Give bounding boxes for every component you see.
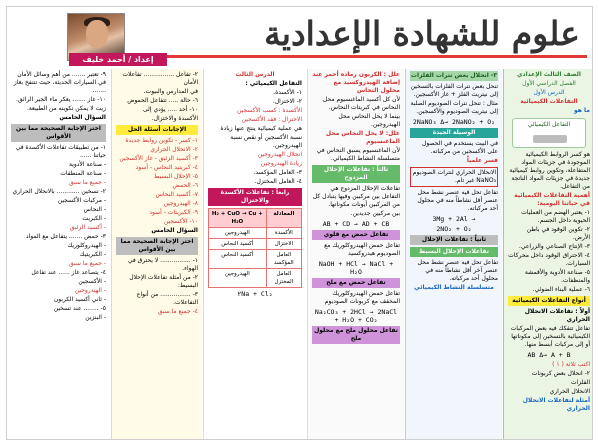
col5-line: ٢- تفاعل ................ تفاعلات الأمان (122, 71, 198, 86)
col5-line: الأكسدة والاختزال. (151, 115, 198, 122)
answer-item: ٢- الانحلال الحراري (150, 146, 198, 153)
column-5 (111, 69, 202, 440)
nitrates-text: تنحل بعض نترات الفلزات بالتسخين إلى نيتريت الفلز + غاز الأكسجين. (410, 83, 498, 98)
question-five-prompt: اختر الإجابة الصحيحة مما بين الأقواس (116, 237, 198, 255)
col4-line: ١- الأكسدة. (273, 89, 302, 96)
mcq-item: ١- من تطبيقات تفاعلات الأكسدة في حياتنا ...... (15, 144, 106, 159)
table-header-cell: المعادلة (266, 209, 301, 228)
oxidation-def: الأكسدة : كسب الأكسجين (237, 107, 302, 114)
lesson-title: التفاعلات الكيميائية (520, 98, 578, 105)
hydrogen-gain: زيادة الهيدروجين (260, 160, 302, 167)
title-underline (167, 55, 587, 58)
answer-item: ٧- أكسيد النحاس (155, 191, 198, 198)
method-text: في البيت يستخدم في الحصول على الأكسجين من مركباته. (422, 140, 498, 155)
col5-line: ٦- حالة ..... تتفاعل الحموض (127, 97, 198, 104)
example-item: ٢- انحلال بعض كربونات (531, 370, 590, 377)
table-row (209, 269, 302, 288)
reduction-def: الاختزال : فقد الأكسجين (241, 116, 302, 123)
question-line: ٤- جميع ما سبق (157, 308, 198, 315)
column-3 (307, 69, 404, 440)
importance-item: ٦- عملية البناء الضوئي. (532, 286, 590, 293)
answer-item: ٤- كبريتيد النحاس - أسود (135, 164, 198, 171)
lesson-label: الدرس الأول (533, 89, 565, 96)
author-face (86, 20, 108, 48)
table-row (209, 250, 302, 269)
acid-base-text: تفاعل حمض الهيدروكلوريك مع الصوديوم هيدروكسيد (324, 242, 400, 257)
mcq-option: - مركبات الأكسجين (57, 197, 106, 204)
grade-label: الصف الثالث الإعدادي (517, 71, 581, 78)
reason-heading-1: علل : الكربون رماده أحمر عند إضافة الهيدروكسيد مع محلول النحاس (312, 71, 400, 94)
column-1 (503, 69, 593, 440)
page-header (7, 7, 592, 69)
double-equation: AB + CD → AD + CB (322, 220, 390, 228)
nitrate-equation: 2NaNO₃ Δ→ 2NaNO₂ + O₂ (412, 118, 496, 126)
col4-line: ٤- العامل المختزل. (254, 178, 302, 185)
acid-base-equation: NaOH + HCl → NaCl + H₂O (318, 260, 394, 276)
mcq-option: - صناعة المنظفات (60, 170, 106, 177)
col4-line: ٣- العامل المؤكسد. (253, 169, 302, 176)
importance-item: ٤- الاحتراق الوقود داخل محركات السيارات. (508, 252, 590, 267)
equation-3: 2NO₂ + O₂ (436, 225, 472, 233)
mcq-option: - الهيدروكلوريك (67, 242, 106, 249)
hydrogen-loss: انحلال الهيدروجين (257, 151, 302, 158)
table-header-cell: H₂ + CuO → Cu + H₂O (209, 209, 267, 228)
col6-intro: زيت لا يمكن تكوينه من الطبيعة. (26, 105, 106, 112)
table-row (209, 239, 302, 250)
col4-line: ٢- الاختزال. (272, 98, 302, 105)
page-title: علوم للشهادة الإعدادية (264, 14, 580, 53)
question-line: ٣- ................ من أنواع التفاعلات. (136, 291, 198, 306)
bottom-equation: ٢Na + Cl₂ (237, 290, 273, 298)
columns (7, 69, 592, 440)
reason-text: لأن كل أكسيد الماغنسيوم محل النحاس في كبريتات النحاس. (322, 96, 400, 111)
mcq-option: - صناعة الأدوية (68, 161, 106, 168)
mcq-option: - الكبريتيك (79, 251, 106, 258)
replacement-text: تفاعل تحل فيه عنصر نشط محل عنصر أقل نشاطاً منه في محلول أحد مركباته. (417, 189, 498, 212)
table-cell: العامل المختزل (266, 269, 301, 288)
question-line: ١- ................ لا يحترق في الهواء. (127, 257, 198, 272)
good-method-badge: الوسيلة الجيدة (410, 128, 498, 138)
mcq-option: - جميع ما سبق (69, 260, 106, 267)
nitrates-header: ٣- انحلال بعض نترات الفلزات (410, 72, 498, 79)
mcq-option: - ثاني أكسيد الكربون (53, 296, 106, 303)
table-row (209, 228, 302, 239)
mcq-option: - البنزين (85, 314, 106, 321)
col6-intro: ١٠- غاز ....... يعكر ماء الجير الرائق. (16, 96, 106, 103)
redox-table (208, 208, 302, 288)
question-five-label: السؤال الخامس (151, 227, 198, 234)
what-is-label: ما هو (574, 107, 590, 114)
reason-text: بينما لا يحل النحاس محل الهيدروجين. (338, 113, 400, 128)
importance-item: ٢- تكوين الوقود في باطن الأرض. (526, 226, 590, 241)
mcq-item: ٣- حمض ....... يتفاعل مع المواد (25, 233, 106, 240)
answer-item: ١- كسر - تكوين روابط جديدة (125, 137, 198, 144)
document-page (6, 6, 593, 440)
col5-line: ١٠- أحد ..... يؤدي إلى (143, 106, 198, 113)
mcq-option: - جميع ما سبق (69, 179, 106, 186)
answer-item: ٣- أكسيد الزئبق - غاز الأكسجين (119, 155, 198, 162)
reaction-illustration (512, 118, 586, 148)
mcq-option: - الأكسجين (78, 278, 106, 285)
double-replacement-text: بين مركبين جديدين. (350, 210, 400, 217)
importance-item: ٣- الإنتاج الصناعي والزراعي. (518, 243, 590, 250)
mcq-option: - أكسيد الزئبق (69, 224, 106, 231)
salt-salt-badge: تفاعل محلول ملح مع محلول ملح (312, 326, 400, 344)
mcq-option: - النحاس (83, 206, 106, 213)
nitrates-text: مثال : تنحل نترات الصوديوم الصلبة إلى نيتريت الصوديوم والأكسجين. (410, 100, 498, 115)
test-tube-icon (533, 135, 567, 143)
answer-item: ٨- الهيدروجين (163, 200, 198, 207)
table-cell: الاختزال (266, 239, 301, 250)
example-item: الانحلال الحراري (549, 388, 590, 395)
answer-item: ١٠- الأكسجين (163, 218, 198, 225)
question-line: ٢- من أمثلة تفاعلات الإحلال البسيط: (129, 274, 198, 289)
redox-header: رابعاً : تفاعلات الأكسدة والاختزال (208, 188, 302, 206)
acid-base-badge: تفاعل حمض مع قلوي (312, 230, 400, 240)
mcq-option: - الكبريت (82, 215, 106, 222)
acid-salt-equation: Na₂CO₃ + 2HCl → 2NaCl + H₂O + CO₂ (314, 308, 398, 324)
table-cell: الهيدروجين (209, 269, 267, 288)
types-header: أنواع التفاعلات الكيميائية (508, 296, 590, 306)
double-replacement-text: تفاعلات الإحلال المزدوج هي التفاعل بين مركبين وفيها يتبادل كل من المركبين أيونات مكوناتها. (312, 185, 400, 208)
table-cell: العامل المؤكسد (266, 250, 301, 269)
col6-question-five: السؤال الخامس (59, 114, 106, 121)
column-4 (203, 69, 306, 440)
column-6 (7, 69, 110, 440)
mcq-item: ٤- يتصاعد غاز ...... عند تفاعل (31, 269, 106, 276)
equation-2: 3Mg + 2Al → (432, 215, 476, 223)
col5-line: في المدارس والبيوت. (143, 88, 198, 95)
col6-question-prompt: اختر الإجابة الصحيحة مما بين الأقواس (11, 124, 106, 142)
mcq-item: ٥- ........ عند تسخين (53, 305, 106, 312)
simple-replacement-header: تفاعلات الإحلال البسيط (410, 247, 498, 257)
example-item: الفلزات (570, 379, 590, 386)
table-header-row (209, 209, 302, 228)
mcq-item: ٢- تسخين ............ بالانحلال الحراري (12, 188, 106, 195)
reason-heading-2: علل: لا يحل النحاس محل الماغنسيوم (325, 130, 400, 145)
answer-item: ٥- الإحلال البسيط (153, 173, 198, 180)
acid-salt-badge: تفاعل حمض مع ملح (312, 278, 400, 288)
lesson-three-heading: الدرس الثالث (235, 71, 275, 78)
explain-box: الانحلال الحراري لنترات الصوديوم NaNO₃ غير تام. (410, 167, 498, 187)
col6-intro: ٩- تعتبر ....... من أهم وسائل الأمان في السيارات الحديثة، حيث تنتفخ بغاز ....... (13, 71, 106, 94)
reaction-box-label: التفاعل الكيميائي (527, 121, 571, 128)
first-type: أولاً : تفاعلات الانحلال الحراري (524, 308, 590, 323)
table-cell: أكسيد النحاس (209, 250, 267, 269)
answer-item: ٦- الحمض (172, 182, 198, 189)
definition-text: هو كسر الروابط الكيميائية الموجودة في جزيئات المواد المتفاعلة، وتكوين روابط كيميائية جديدة في جزيئات المواد الناتجة من التفاعل. (509, 151, 590, 190)
examples-label: اكتب ثلاثة ( ١ ) (552, 361, 590, 368)
acid-salt-text: تفاعل حمض الهيدروكلوريك المخفف مع كربونات الصوديوم (324, 290, 400, 305)
answer-item: ٩- الكبريتات - أسود (149, 209, 198, 216)
col4-line: نسبة الأكسجين أو نقص نسبة الهيدروجين. (230, 134, 302, 149)
table-cell: الهيدروجين (209, 228, 267, 239)
author-name: إعداد / أحمد خليف (69, 53, 167, 66)
term-label: الفصل الدراسي الأول (522, 80, 576, 87)
table-cell: الأكسدة (266, 228, 301, 239)
reason-text: لأن الماغنسيوم يسبق النحاس في متسلسلة النشاط الكيميائي. (316, 147, 400, 162)
examples-bottom: أمثلة لتفاعلات الانحلال الحراري (522, 397, 590, 412)
importance-heading: أهمية التفاعلات الكيميائية في حياتنا اليومية: (514, 192, 590, 207)
col4-line: التفاعل الكيميائي : (245, 80, 302, 87)
activity-series-label: متسلسلة النشاط الكيميائي (414, 284, 494, 291)
decomposition-equation: AB Δ→ A + B (527, 351, 571, 359)
importance-item: ٥- صناعة الأدوية والأقمشة والمنظفات. (524, 269, 590, 284)
table-cell: أكسيد النحاس (209, 239, 267, 250)
explain-label: فسر علمياً (466, 157, 498, 164)
answers-header: الإجابات أسئلة الحل (116, 125, 198, 135)
column-2 (405, 69, 502, 440)
mcq-option: - الهيدروجين (74, 287, 106, 294)
col4-line: هي عملية كيميائية ينتج عنها زيادة (220, 125, 302, 132)
replacement-section: ثانياً : تفاعلات الإحلال (410, 235, 498, 245)
decomposition-definition: تفاعل تتفكك فيه بعض المركبات الكيميائية بالتسخين إلى مكوناتها أو إلى مركبات أبسط منها. (510, 325, 590, 348)
double-replacement-header: ثالثاً : تفاعلات الإحلال المزدوج (312, 165, 400, 183)
importance-item: ١- يعتبر الهضم من العمليات الحيوية داخل الجسم. (521, 209, 590, 224)
simple-replacement-text: تفاعل تحل فيه عنصر نشط محل عنصر آخر أقل نشاطاً منه في محلول أحد مركباته. (417, 259, 498, 282)
